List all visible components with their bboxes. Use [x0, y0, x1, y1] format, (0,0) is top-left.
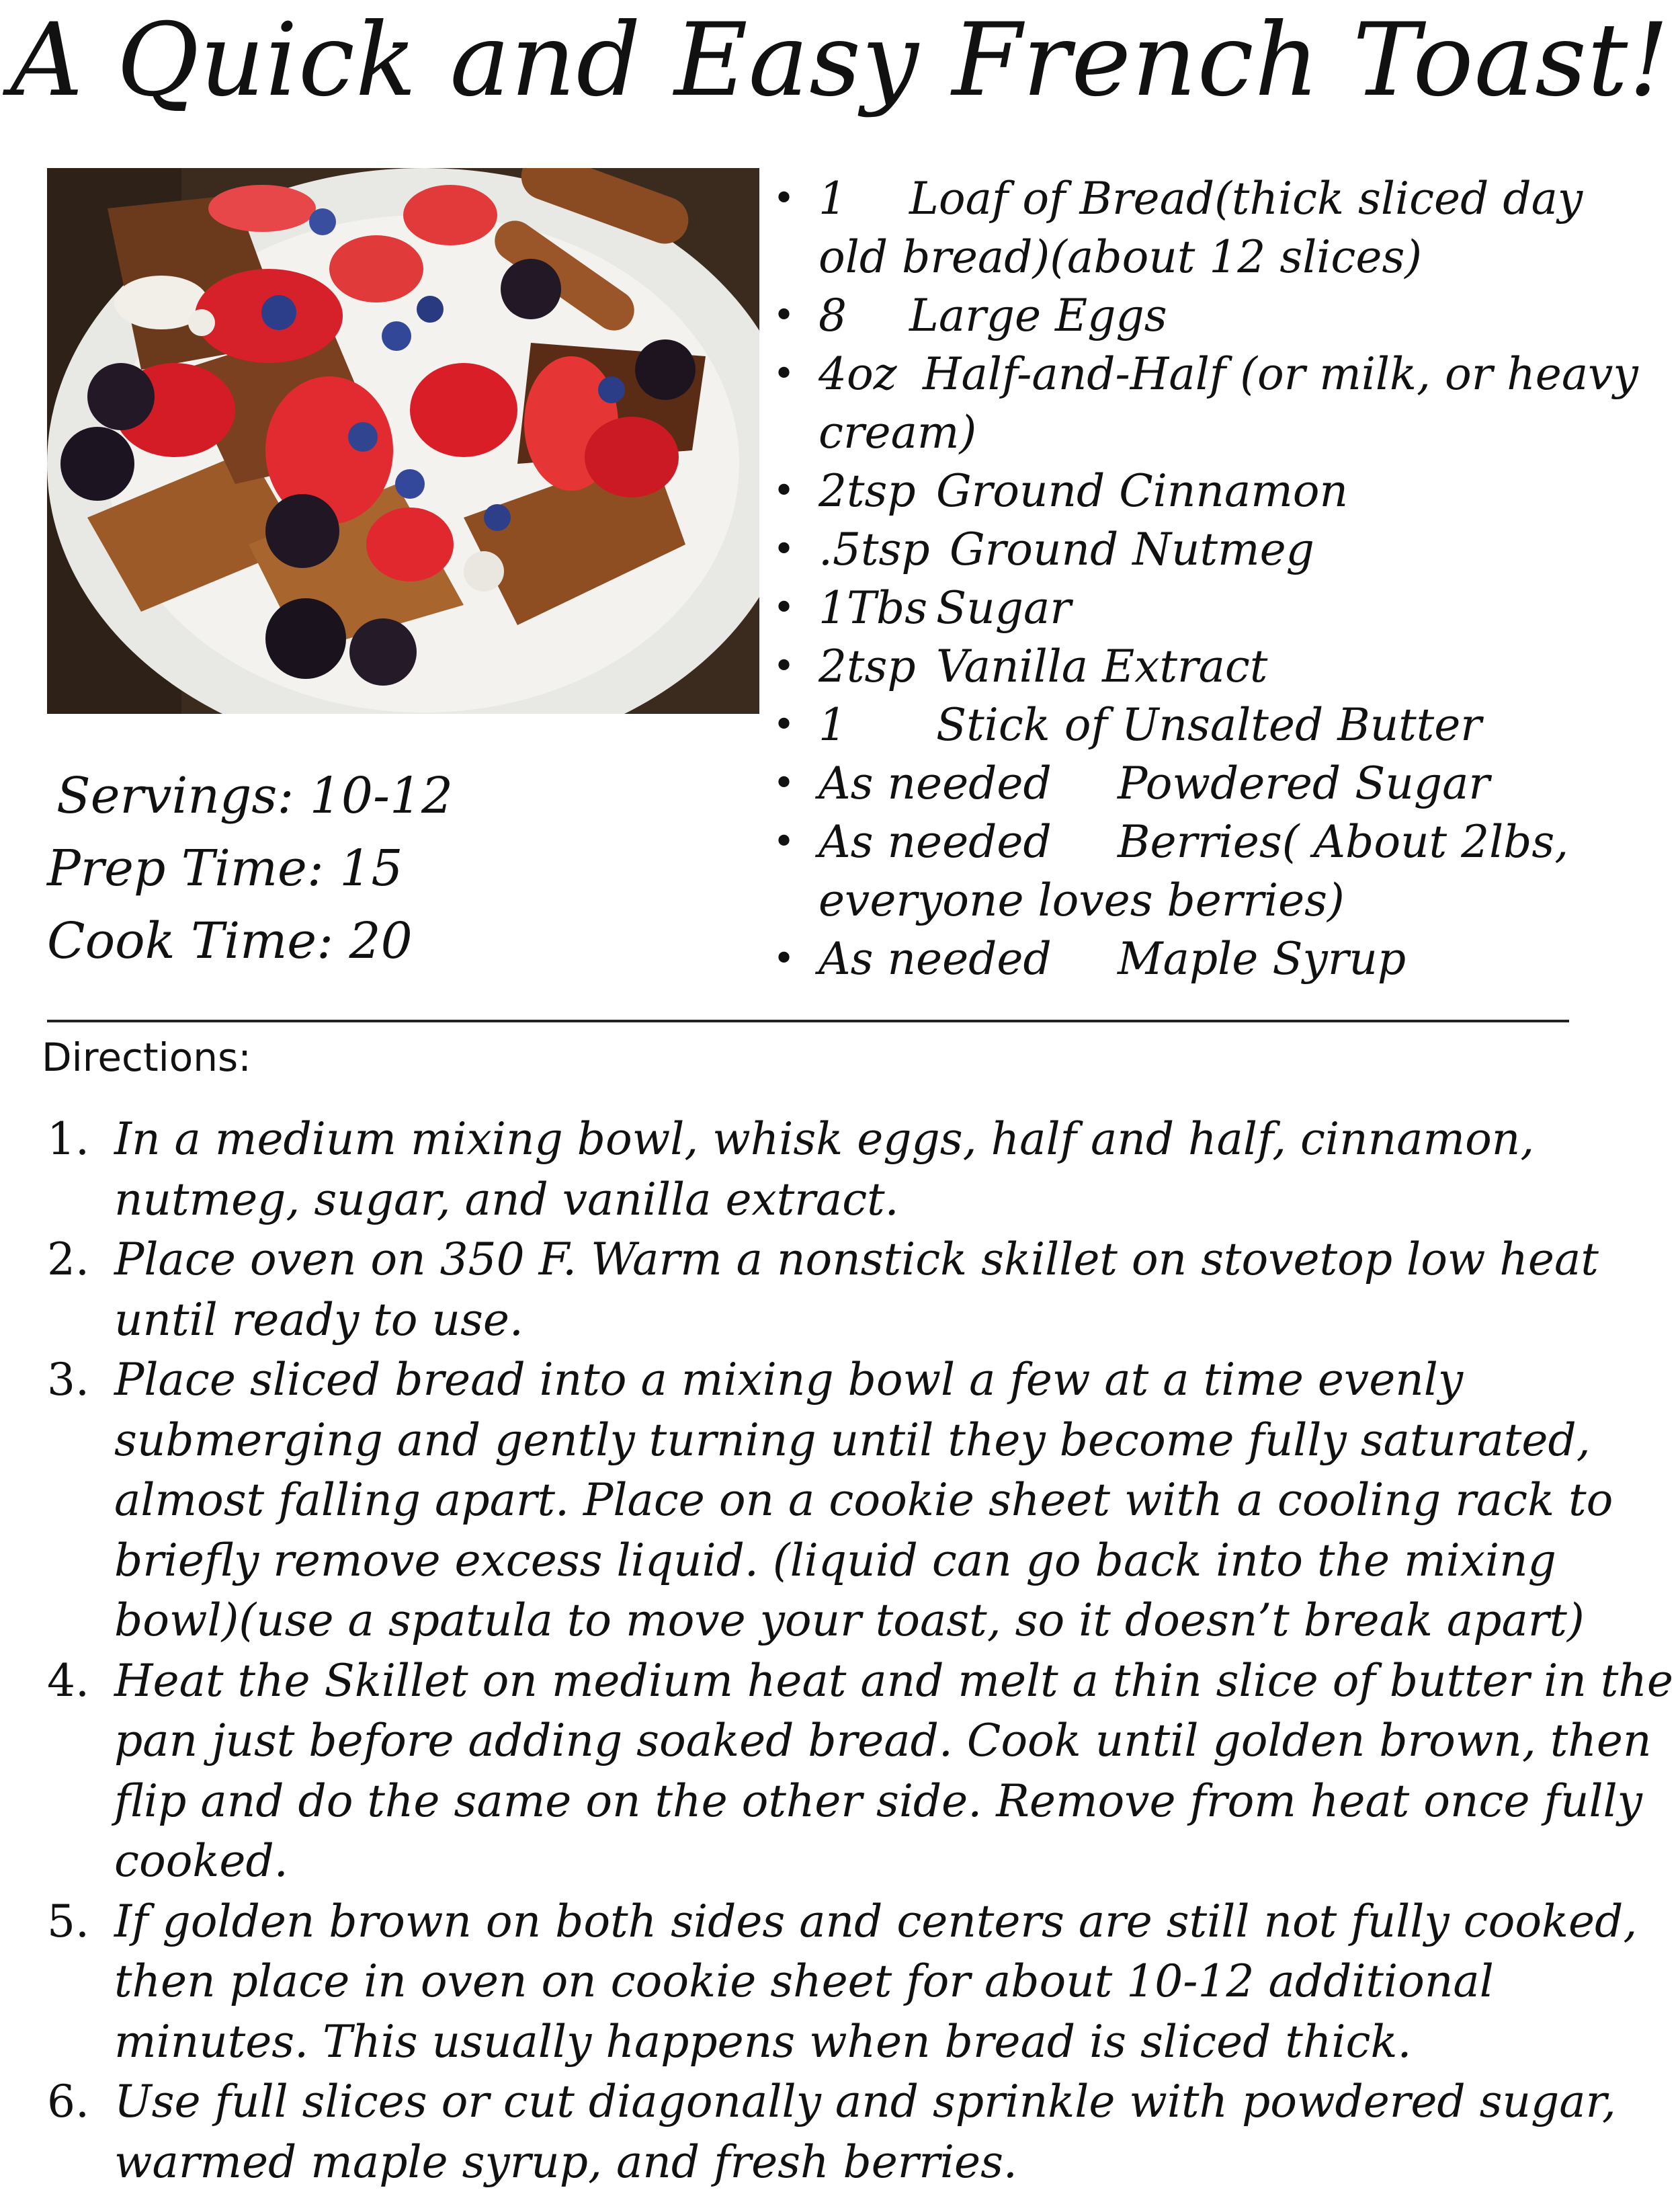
- ingredient-qty: 2tsp: [818, 465, 916, 517]
- ingredient-name: Vanilla Extract: [936, 641, 1268, 692]
- ingredient-item: [773, 579, 1646, 637]
- french-toast-photo: [47, 168, 759, 714]
- ingredient-qty: 4oz: [818, 348, 897, 400]
- step-text: Place sliced bread into a mixing bowl a few at a time evenly submerging and gently turning until they become fully saturated, almost falling apart. Place on a cookie sheet with a cooling rack to briefly remove excess liquid. (liquid can go back into the mixing bowl)(use a spatula to move your toast, so it doesn’t break apart): [114, 1354, 1613, 1646]
- servings-text: Servings: 10-12: [56, 767, 454, 825]
- ingredient-qty: 1: [818, 699, 847, 751]
- ingredient-qty: 1: [818, 173, 847, 225]
- direction-step: [47, 1109, 1673, 1229]
- ingredient-name: Sugar: [936, 582, 1071, 634]
- french-toast-image: [47, 168, 759, 714]
- ingredient-qty: 1Tbs: [818, 582, 928, 634]
- ingredient-item: [773, 520, 1646, 579]
- ingredient-name: Large Eggs: [909, 290, 1167, 341]
- ingredient-qty: 2tsp: [818, 641, 916, 692]
- ingredient-item: [773, 637, 1646, 696]
- ingredient-name: Maple Syrup: [1118, 933, 1406, 985]
- directions-list: [47, 1109, 1673, 2192]
- ingredient-item: [773, 930, 1646, 988]
- step-number: 5.: [47, 1895, 89, 1947]
- ingredient-item: [773, 696, 1646, 754]
- direction-step: [47, 1892, 1673, 2072]
- ingredient-item: [773, 462, 1646, 520]
- ingredient-name: Powdered Sugar: [1118, 758, 1490, 809]
- ingredient-name: Half-and-Half (or milk, or heavy cream): [818, 348, 1638, 458]
- ingredient-qty: As needed: [818, 933, 1052, 985]
- ingredient-item: [773, 345, 1646, 462]
- ingredient-qty: As needed: [818, 816, 1052, 868]
- direction-step: [47, 2072, 1673, 2192]
- step-number: 2.: [47, 1233, 89, 1285]
- step-number: 1.: [47, 1113, 89, 1165]
- ingredient-qty: .5tsp: [818, 524, 930, 575]
- step-text: In a medium mixing bowl, whisk eggs, half and half, cinnamon, nutmeg, sugar, and vanilla extract.: [114, 1113, 1535, 1225]
- ingredient-name: Ground Nutmeg: [950, 524, 1314, 575]
- step-number: 4.: [47, 1654, 89, 1707]
- step-number: 6.: [47, 2076, 89, 2127]
- prep-time-text: Prep Time: 15: [47, 840, 403, 897]
- ingredient-item: [773, 286, 1646, 345]
- step-text: If golden brown on both sides and centers are still not fully cooked, then place in oven on cookie sheet for about 10-12 additional minutes. This usually happens when bread is sliced thick.: [114, 1895, 1638, 2068]
- direction-step: [47, 1229, 1673, 1350]
- ingredient-qty: As needed: [818, 758, 1052, 809]
- direction-step: [47, 1350, 1673, 1651]
- step-text: Use full slices or cut diagonally and sprinkle with powdered sugar, warmed maple syrup, and fresh berries.: [114, 2076, 1616, 2188]
- ingredients-list: [773, 169, 1646, 988]
- ingredient-name: Ground Cinnamon: [936, 465, 1349, 517]
- recipe-meta: [47, 760, 719, 977]
- cook-time-text: Cook Time: 20: [47, 912, 413, 970]
- ingredient-name: Loaf of Bread(thick sliced day old bread)(about 12 slices): [818, 173, 1583, 283]
- step-number: 3.: [47, 1354, 89, 1406]
- ingredient-item: [773, 754, 1646, 813]
- ingredient-name: Stick of Unsalted Butter: [936, 699, 1482, 751]
- section-divider: [47, 1020, 1569, 1022]
- ingredient-qty: 8: [818, 290, 847, 341]
- step-text: Heat the Skillet on medium heat and melt a thin slice of butter in the pan just before adding soaked bread. Cook until golden brown, then flip and do the same on the other side. Remove from heat once fully cooked.: [114, 1654, 1673, 1887]
- step-text: Place oven on 350 F. Warm a nonstick skillet on stovetop low heat until ready to use.: [114, 1233, 1599, 1346]
- recipe-title: A Quick and Easy French Toast!: [10, 2, 1670, 119]
- directions-heading: Directions:: [42, 1034, 251, 1080]
- ingredient-item: [773, 813, 1646, 930]
- ingredient-name: Berries( About 2lbs, everyone loves berries): [818, 816, 1569, 926]
- ingredient-item: [773, 169, 1646, 286]
- direction-step: [47, 1651, 1673, 1892]
